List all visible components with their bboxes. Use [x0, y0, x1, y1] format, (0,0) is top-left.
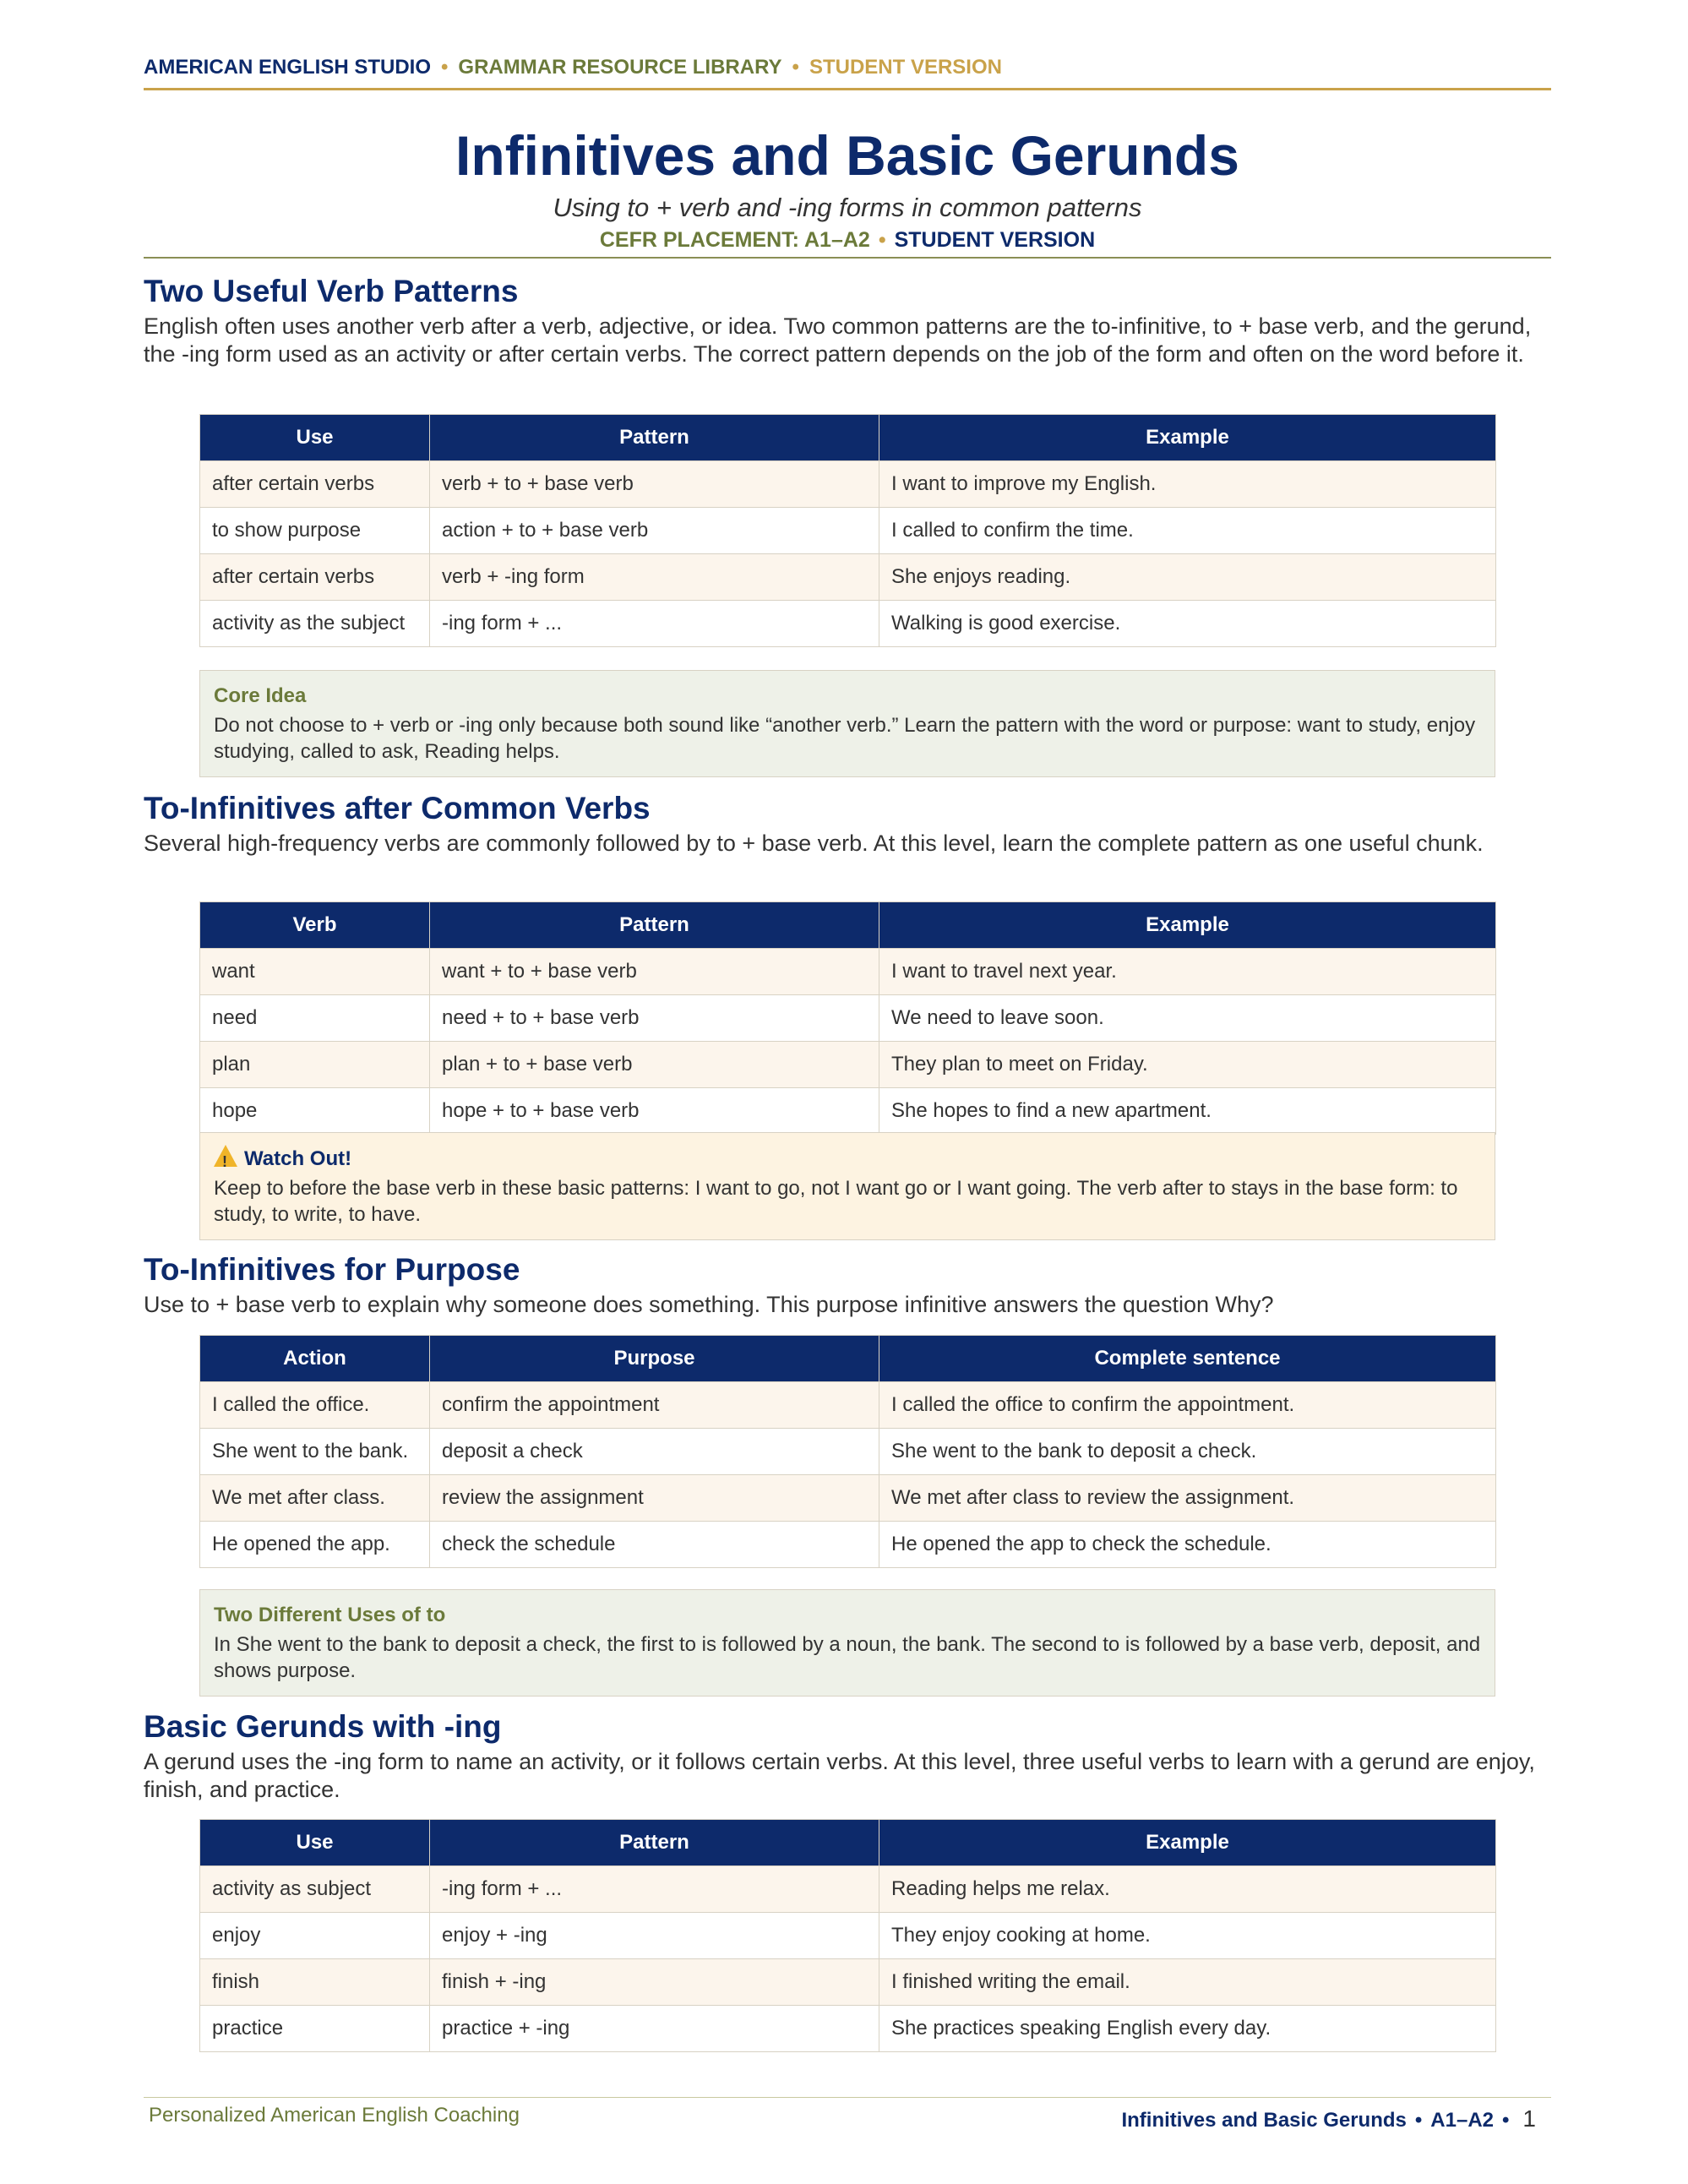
separator: •: [441, 56, 449, 79]
table-cell: I called to confirm the time.: [879, 508, 1496, 554]
version-label: STUDENT VERSION: [809, 56, 1002, 79]
column-header: Complete sentence: [879, 1336, 1496, 1382]
table-row: [200, 1475, 1496, 1522]
column-header: Example: [879, 1820, 1496, 1866]
placement-line: [144, 228, 1551, 253]
table-cell: to show purpose: [200, 508, 430, 554]
table-cell: They enjoy cooking at home.: [879, 1913, 1496, 1959]
section-intro: Use to + base verb to explain why someone does something. This purpose infinitive answers the question Why?: [144, 1292, 1274, 1317]
table-cell: activity as subject: [200, 1866, 430, 1913]
note-title-row: [214, 1145, 1481, 1172]
column-header: Use: [200, 415, 430, 461]
table-row: [200, 1959, 1496, 2006]
section-heading: Basic Gerunds with -ing: [144, 1709, 502, 1744]
table-cell: deposit a check: [430, 1429, 879, 1475]
table-row: [200, 508, 1496, 554]
table-cell: hope + to + base verb: [430, 1088, 879, 1135]
section-heading: Two Useful Verb Patterns: [144, 274, 519, 308]
table-row: [200, 1429, 1496, 1475]
table-row: [200, 995, 1496, 1042]
table-cell: Reading helps me relax.: [879, 1866, 1496, 1913]
table-row: [200, 1088, 1496, 1135]
cefr-level: CEFR PLACEMENT: A1–A2: [599, 228, 870, 252]
table-cell: want: [200, 949, 430, 995]
table-row: [200, 2006, 1496, 2052]
table-cell: hope: [200, 1088, 430, 1135]
table-cell: verb + to + base verb: [430, 461, 879, 508]
section-infinitives-common-verbs: [144, 789, 1551, 858]
table-cell: enjoy: [200, 1913, 430, 1959]
column-header: Pattern: [430, 415, 879, 461]
section-basic-gerunds: [144, 1707, 1551, 1804]
table-row: [200, 461, 1496, 508]
section-intro: English often uses another verb after a verb, adjective, or idea. Two common patterns are the to-infinitive, to + base verb, and the gerund, the -ing form used as an activity or after certain verbs. The correct pattern depends on the job of the form and often on the word before it.: [144, 313, 1532, 367]
footer-tagline: Personalized American English Coaching: [149, 2104, 520, 2127]
separator: •: [878, 228, 886, 252]
table-cell: practice: [200, 2006, 430, 2052]
column-header: Pattern: [430, 902, 879, 949]
table-cell: I want to improve my English.: [879, 461, 1496, 508]
table-cell: enjoy + -ing: [430, 1913, 879, 1959]
table-cell: need: [200, 995, 430, 1042]
column-header: Use: [200, 1820, 430, 1866]
section-heading: To-Infinitives after Common Verbs: [144, 791, 651, 825]
note-title: Two Different Uses of to: [214, 1604, 446, 1626]
table-cell: check the schedule: [430, 1522, 879, 1568]
table-cell: plan: [200, 1042, 430, 1088]
two-uses-note: [199, 1589, 1495, 1697]
table-cell: practice + -ing: [430, 2006, 879, 2052]
table-cell: -ing form + ...: [430, 1866, 879, 1913]
table-cell: plan + to + base verb: [430, 1042, 879, 1088]
page-title: Infinitives and Basic Gerunds: [455, 124, 1239, 187]
table-cell: I finished writing the email.: [879, 1959, 1496, 2006]
column-header: Verb: [200, 902, 430, 949]
footer-doc-title: Infinitives and Basic Gerunds: [1121, 2109, 1407, 2132]
table-row: [200, 1522, 1496, 1568]
warning-icon: [214, 1145, 237, 1167]
note-text: In She went to the bank to deposit a check, the first to is followed by a noun, the bank. The second to is followed by a base verb, deposit, and shows purpose.: [214, 1633, 1481, 1682]
note-text: Keep to before the base verb in these basic patterns: I want to go, not I want go or I want going. The verb after to stays in the base form: to study, to write, to have.: [214, 1177, 1458, 1226]
separator: •: [1502, 2109, 1510, 2132]
note-title: Core Idea: [214, 684, 307, 707]
title-rule: [144, 257, 1551, 259]
table-cell: verb + -ing form: [430, 554, 879, 601]
column-header: Purpose: [430, 1336, 879, 1382]
top-header: [144, 56, 1551, 79]
section-intro: Several high-frequency verbs are commonly followed by to + base verb. At this level, learn the complete pattern as one useful chunk.: [144, 831, 1484, 856]
table-row: [200, 554, 1496, 601]
section-verb-patterns: [144, 272, 1551, 368]
verb-patterns-table: [199, 414, 1496, 647]
note-text: Do not choose to + verb or -ing only because both sound like “another verb.” Learn the pattern with the word or purpose: want to study, enjoy studying, called to ask, Reading helps.: [214, 714, 1476, 763]
table-cell: She hopes to find a new apartment.: [879, 1088, 1496, 1135]
separator: •: [1414, 2109, 1423, 2132]
table-cell: She went to the bank.: [200, 1429, 430, 1475]
table-cell: I want to travel next year.: [879, 949, 1496, 995]
table-row: [200, 1913, 1496, 1959]
column-header: Example: [879, 902, 1496, 949]
table-cell: We met after class to review the assignment.: [879, 1475, 1496, 1522]
table-cell: We need to leave soon.: [879, 995, 1496, 1042]
table-cell: He opened the app to check the schedule.: [879, 1522, 1496, 1568]
table-row: [200, 1382, 1496, 1429]
table-row: [200, 1042, 1496, 1088]
table-row: [200, 601, 1496, 647]
table-cell: I called the office to confirm the appointment.: [879, 1382, 1496, 1429]
table-cell: finish + -ing: [430, 1959, 879, 2006]
page-subtitle: Using to + verb and -ing forms in common patterns: [553, 193, 1142, 222]
purpose-table: [199, 1335, 1496, 1568]
gerunds-table: [199, 1819, 1496, 2052]
footer-rule: [144, 2097, 1551, 2098]
column-header: Pattern: [430, 1820, 879, 1866]
library-name: GRAMMAR RESOURCE LIBRARY: [458, 56, 782, 79]
table-cell: She enjoys reading.: [879, 554, 1496, 601]
footer-doc-info: [1121, 2105, 1536, 2132]
table-row: [200, 949, 1496, 995]
footer-level: A1–A2: [1430, 2109, 1495, 2132]
section-heading: To-Infinitives for Purpose: [144, 1252, 520, 1287]
placement-version: STUDENT VERSION: [894, 228, 1096, 252]
core-idea-note: [199, 670, 1495, 777]
table-row: [200, 1866, 1496, 1913]
note-title: Watch Out!: [244, 1147, 352, 1170]
table-cell: We met after class.: [200, 1475, 430, 1522]
common-verbs-table: [199, 901, 1496, 1135]
section-infinitives-purpose: [144, 1250, 1551, 1319]
table-cell: need + to + base verb: [430, 995, 879, 1042]
table-cell: They plan to meet on Friday.: [879, 1042, 1496, 1088]
column-header: Example: [879, 415, 1496, 461]
section-intro: A gerund uses the -ing form to name an activity, or it follows certain verbs. At this level, three useful verbs to learn with a gerund are enjoy, finish, and practice.: [144, 1749, 1535, 1802]
table-cell: She practices speaking English every day.: [879, 2006, 1496, 2052]
table-cell: She went to the bank to deposit a check.: [879, 1429, 1496, 1475]
column-header: Action: [200, 1336, 430, 1382]
brand-name: AMERICAN ENGLISH STUDIO: [144, 56, 432, 79]
table-cell: finish: [200, 1959, 430, 2006]
table-cell: Walking is good exercise.: [879, 601, 1496, 647]
table-cell: review the assignment: [430, 1475, 879, 1522]
header-rule: [144, 88, 1551, 90]
separator: •: [792, 56, 799, 79]
table-cell: after certain verbs: [200, 461, 430, 508]
table-cell: -ing form + ...: [430, 601, 879, 647]
page-number: 1: [1522, 2105, 1536, 2132]
table-cell: want + to + base verb: [430, 949, 879, 995]
watch-out-note: [199, 1132, 1495, 1240]
table-cell: confirm the appointment: [430, 1382, 879, 1429]
table-cell: He opened the app.: [200, 1522, 430, 1568]
table-cell: after certain verbs: [200, 554, 430, 601]
table-cell: action + to + base verb: [430, 508, 879, 554]
table-cell: activity as the subject: [200, 601, 430, 647]
table-cell: I called the office.: [200, 1382, 430, 1429]
